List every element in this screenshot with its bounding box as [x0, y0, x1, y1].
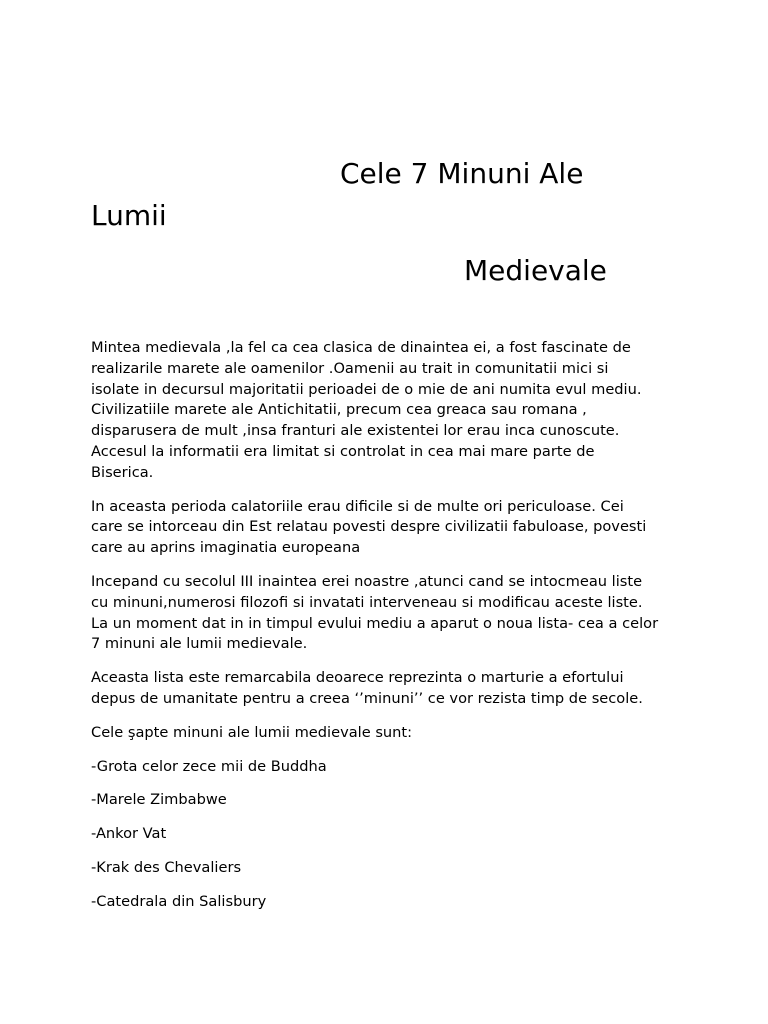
paragraph-line: cu minuni,numerosi filozofi si invatati interveneau si modificau aceste liste.	[91, 593, 643, 611]
document-title-line-3: Medievale	[464, 254, 607, 287]
list-intro: Cele şapte minuni ale lumii medievale sunt:	[91, 723, 413, 741]
paragraph-2	[91, 497, 691, 559]
paragraph-line: Mintea medievala ,la fel ca cea clasica de dinaintea ei, a fost fascinate de	[91, 339, 631, 356]
paragraph-4	[91, 668, 691, 710]
document-title-line-1: Cele 7 Minuni Ale	[340, 157, 584, 190]
paragraph-line: Biserica.	[91, 463, 154, 481]
paragraph-1	[91, 338, 691, 484]
list-item: -Krak des Chevaliers	[91, 858, 242, 876]
paragraph-line: care se intorceau din Est relatau povesti despre civilizatii fabuloase, povesti	[91, 518, 647, 536]
paragraph-line: Aceasta lista este remarcabila deoarece reprezinta o marturie a efortului	[91, 669, 624, 687]
paragraph-line: Incepand cu secolul III inaintea erei noastre ,atunci cand se intocmeau liste	[91, 572, 643, 590]
paragraph-line: depus de umanitate pentru a creea ‘’minuni’’ ce vor rezista timp de secole.	[91, 689, 643, 707]
paragraph-line: In aceasta perioda calatoriile erau dificile si de multe ori periculoase. Cei	[91, 497, 624, 515]
paragraph-3	[91, 572, 691, 655]
paragraph-line: disparusera de mult ,insa franturi ale existentei lor erau inca cunoscute.	[91, 422, 620, 440]
document-body	[91, 338, 691, 926]
paragraph-line: isolate in decursul majoritatii perioadei de o mie de ani numita evul mediu.	[91, 380, 642, 398]
paragraph-line: Civilizatiile marete ale Antichitatii, precum cea greaca sau romana ,	[91, 401, 587, 419]
paragraph-line: La un moment dat in in timpul evului mediu a aparut o noua lista- cea a celor	[91, 614, 659, 632]
list-item: -Ankor Vat	[91, 825, 167, 843]
paragraph-line: 7 minuni ale lumii medievale.	[91, 635, 308, 653]
paragraph-line: realizarile marete ale oamenilor .Oamenii au trait in comunitatii mici si	[91, 359, 609, 377]
paragraph-line: Accesul la informatii era limitat si controlat in cea mai mare parte de	[91, 442, 595, 460]
paragraph-line: care au aprins imaginatia europeana	[91, 539, 361, 557]
list-item: -Catedrala din Salisbury	[91, 892, 267, 910]
document-title-line-2: Lumii	[91, 199, 167, 232]
list-item: -Grota celor zece mii de Buddha	[91, 757, 327, 775]
list-item: -Marele Zimbabwe	[91, 791, 227, 809]
